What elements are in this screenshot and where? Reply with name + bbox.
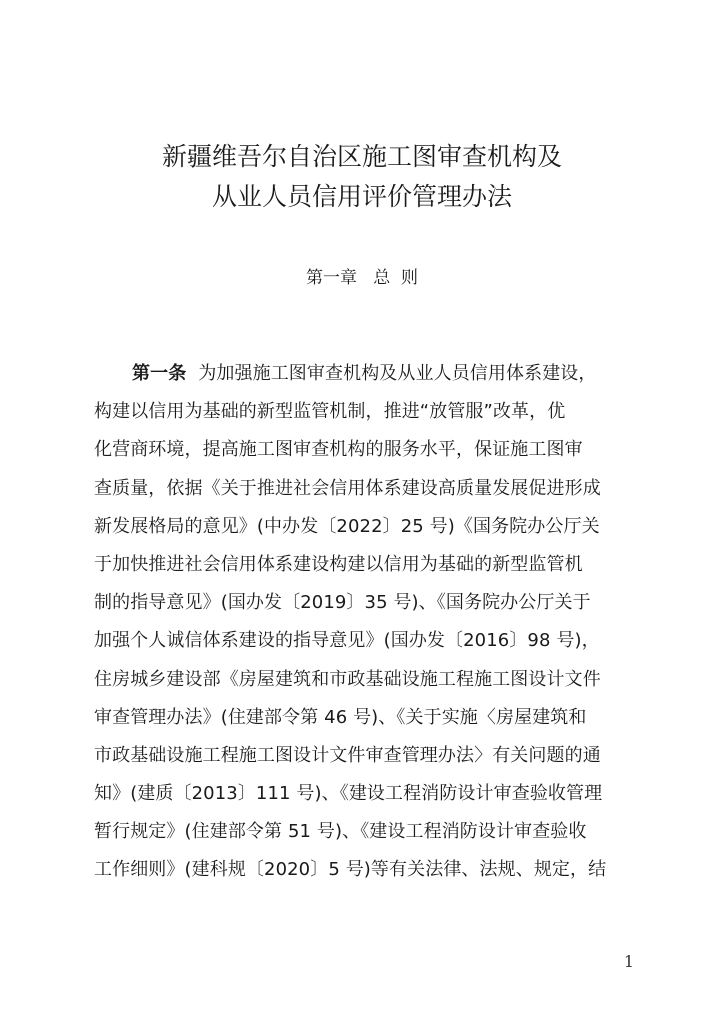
body-line	[94, 355, 646, 393]
body-line: 加强个人诚信体系建设的指导意见》(国办发〔2016〕98 号)，	[94, 630, 600, 652]
page-number: 1	[623, 952, 634, 971]
body-line: 审查管理办法》(住建部令第 46 号)、《关于实施〈房屋建筑和	[94, 706, 587, 728]
article-body	[94, 355, 646, 890]
body-line: 暂行规定》(住建部令第 51 号)、《建设工程消防设计审查验收	[94, 821, 587, 843]
document-title-line-2: 从业人员信用评价管理办法	[211, 182, 512, 211]
body-line: 工作细则》(建科规〔2020〕5 号)等有关法律、法规、规定，结	[94, 859, 607, 881]
body-line: 构建以信用为基础的新型监管机制，推进“放管服”改革，优	[94, 401, 566, 423]
chapter-heading: 第一章 总 则	[305, 268, 419, 288]
body-line: 查质量，依据《关于推进社会信用体系建设高质量发展促进形成	[94, 477, 601, 499]
document-title-line-1: 新疆维吾尔自治区施工图审查机构及	[161, 142, 562, 171]
body-line: 化营商环境，提高施工图审查机构的服务水平，保证施工图审	[94, 439, 583, 461]
body-line: 于加快推进社会信用体系建设构建以信用为基础的新型监管机	[94, 553, 583, 575]
body-line: 新发展格局的意见》(中办发〔2022〕25 号)《国务院办公厅关	[94, 515, 600, 537]
body-line: 市政基础设施工程施工图设计文件审查管理办法〉有关问题的通	[94, 744, 601, 766]
article-label: 第一条	[132, 363, 187, 384]
body-line: 制的指导意见》(国办发〔2019〕35 号)、《国务院办公厅关于	[94, 592, 591, 614]
body-line: 住房城乡建设部《房屋建筑和市政基础设施工程施工图设计文件	[94, 668, 601, 690]
body-line: 知》(建质〔2013〕111 号)、《建设工程消防设计审查验收管理	[94, 783, 603, 805]
body-line-text: 为加强施工图审查机构及从业人员信用体系建设，	[198, 363, 597, 384]
